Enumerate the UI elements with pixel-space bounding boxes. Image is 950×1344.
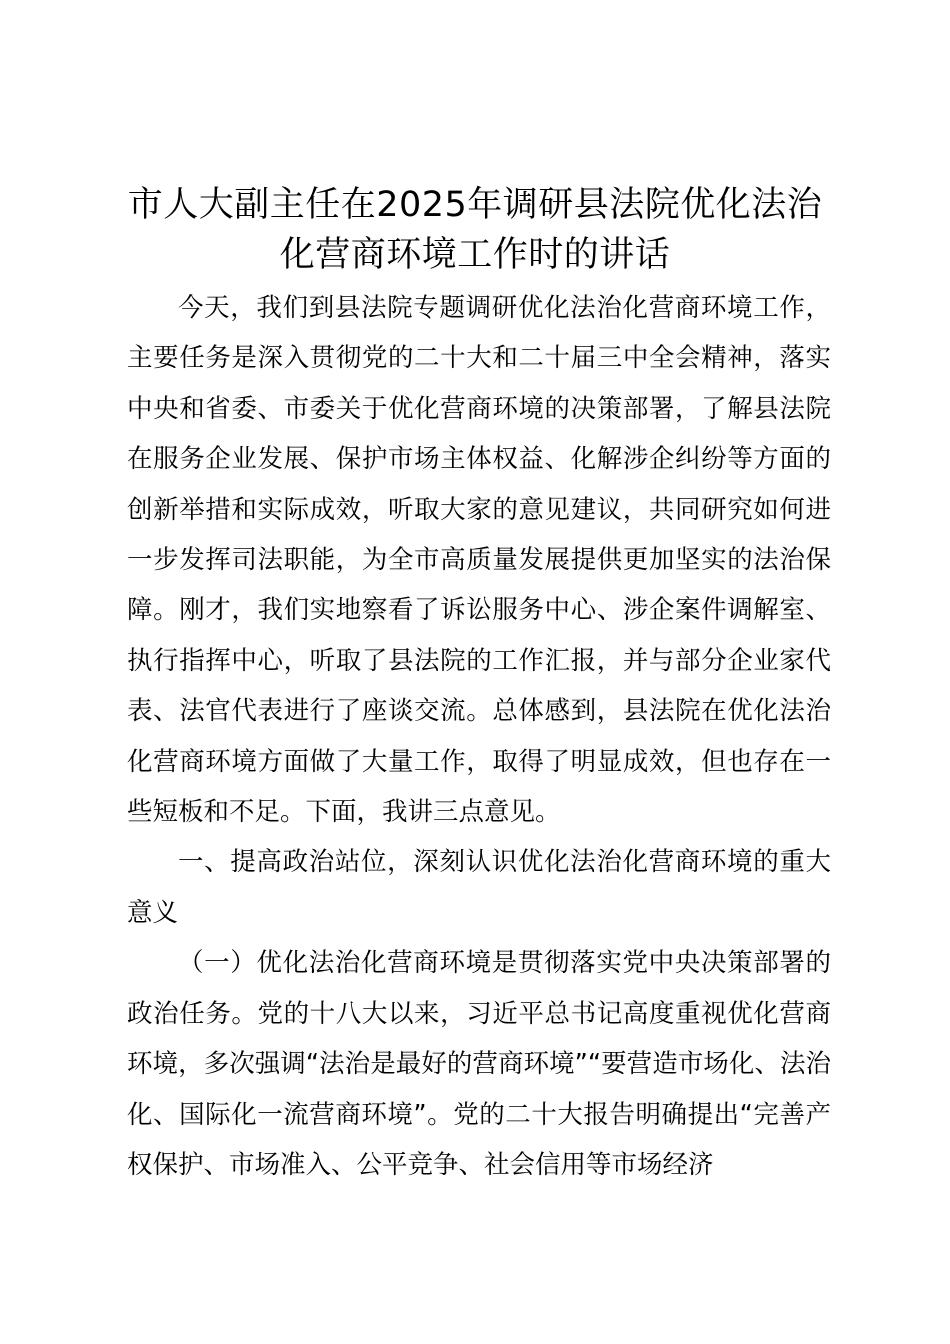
document-body bbox=[127, 283, 831, 1190]
paragraph-opening: 今天，我们到县法院专题调研优化法治化营商环境工作，主要任务是深入贯彻党的二十大和二十届三中全会精神，落实中央和省委、市委关于优化营商环境的决策部署，了解县法院在服务企业发展、保护市场主体权益、化解涉企纠纷等方面的创新举措和实际成效，听取大家的意见建议，共同研究如何进一步发挥司法职能，为全市高质量发展提供更加坚实的法治保障。刚才，我们实地察看了诉讼服务中心、涉企案件调解室、执行指挥中心，听取了县法院的工作汇报，并与部分企业家代表、法官代表进行了座谈交流。总体感到，县法院在优化法治化营商环境方面做了大量工作，取得了明显成效，但也存在一些短板和不足。下面，我讲三点意见。 bbox=[127, 293, 831, 828]
section-heading-one: 一、提高政治站位，深刻认识优化法治化营商环境的重大意义 bbox=[127, 847, 831, 928]
paragraph-subsection-one: （一）优化法治化营商环境是贯彻落实党中央决策部署的政治任务。党的十八大以来，习近平总书记高度重视优化营商环境，多次强调“法治是最好的营商环境”“要营造市场化、法治化、国际化一流营商环境”。党的二十大报告明确提出“完善产权保护、市场准入、公平竞争、社会信用等市场经济 bbox=[127, 948, 831, 1180]
document-title: 市人大副主任在2025年调研县法院优化法治化营商环境工作时的讲话 bbox=[127, 185, 823, 275]
